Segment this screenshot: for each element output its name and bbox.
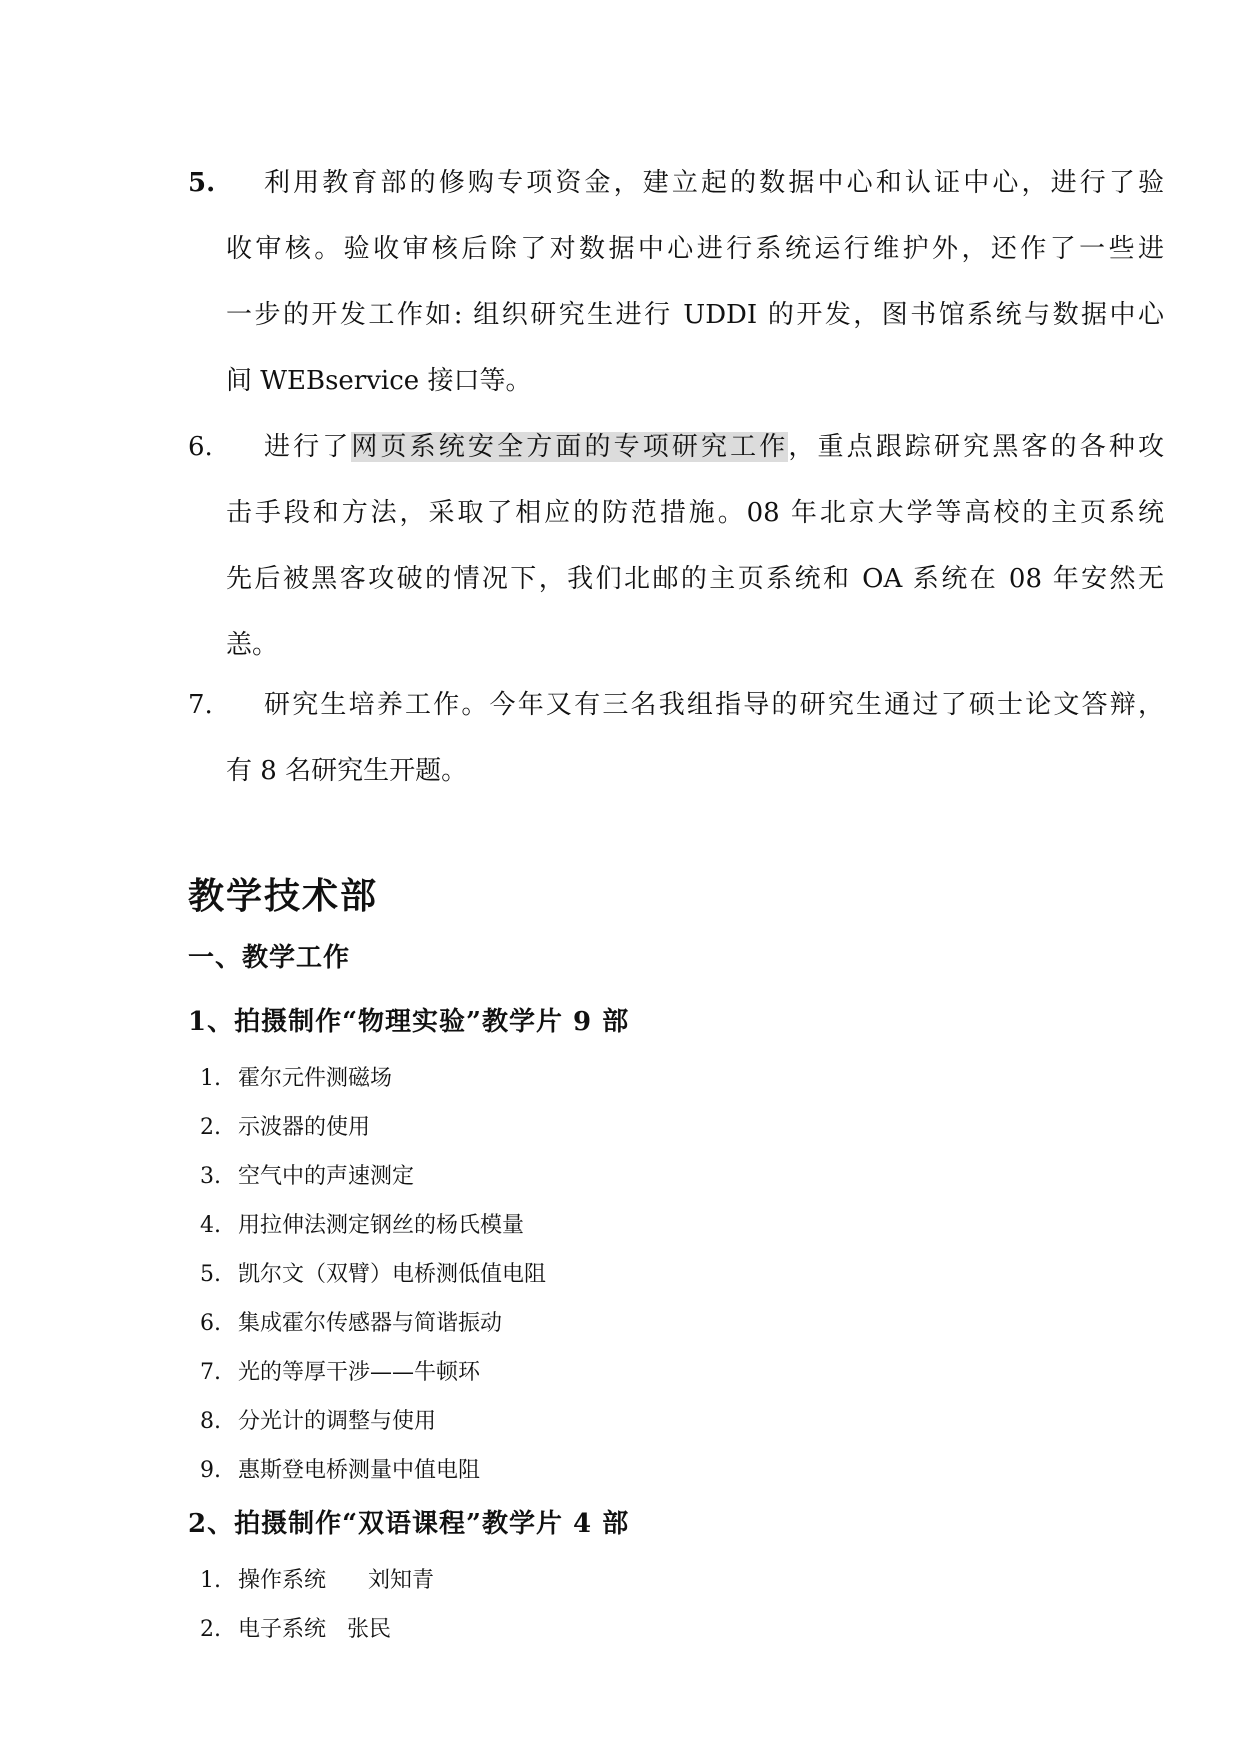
list-item: 4. 用拉伸法测定钢丝的杨氏模量 <box>200 1213 525 1238</box>
paragraph-number: 6. <box>188 432 213 462</box>
paragraph-line: 一步的开发工作如: 组织研究生进行 UDDI 的开发，图书馆系统与数据中心 <box>226 300 1164 330</box>
list-item: 6. 集成霍尔传感器与简谐振动 <box>200 1311 503 1336</box>
group-heading-physics: 1、拍摄制作“物理实验”教学片 9 部 <box>188 1007 630 1037</box>
highlighted-text: 网页系统安全方面的专项研究工作 <box>351 432 789 462</box>
list-item: 9. 惠斯登电桥测量中值电阻 <box>200 1458 481 1483</box>
group-heading-bilingual: 2、拍摄制作“双语课程”教学片 4 部 <box>188 1509 630 1539</box>
list-item: 1. 霍尔元件测磁场 <box>200 1066 393 1091</box>
paragraph-number: 5. <box>188 168 216 198</box>
paragraph-6 <box>0 414 1241 678</box>
paragraph-line: 利用教育部的修购专项资金，建立起的数据中心和认证中心，进行了验 <box>264 168 1164 198</box>
section-subtitle: 一、教学工作 <box>188 943 351 973</box>
list-item: 5. 凯尔文（双臂）电桥测低值电阻 <box>200 1262 547 1287</box>
line-text: 进行了 <box>264 432 352 462</box>
line-text: ，重点跟踪研究黑客的各种攻 <box>788 432 1164 462</box>
paragraph-number: 7. <box>188 690 213 720</box>
paragraph-line: 研究生培养工作。今年又有三名我组指导的研究生通过了硕士论文答辩， <box>264 690 1164 720</box>
list-item: 3. 空气中的声速测定 <box>200 1164 415 1189</box>
paragraph-line: 先后被黑客攻破的情况下，我们北邮的主页系统和 OA 系统在 08 年安然无 <box>226 564 1164 594</box>
paragraph-line: 收审核。验收审核后除了对数据中心进行系统运行维护外，还作了一些进 <box>226 234 1164 264</box>
list-item: 7. 光的等厚干涉——牛顿环 <box>200 1360 481 1385</box>
list-item: 8. 分光计的调整与使用 <box>200 1409 437 1434</box>
paragraph-line: 间 WEBservice 接口等。 <box>226 366 532 396</box>
paragraph-5 <box>0 150 1241 414</box>
paragraph-line: 恙。 <box>226 630 279 660</box>
list-item: 1. 操作系统 刘知青 <box>200 1568 434 1593</box>
bilingual-film-list <box>200 1556 434 1654</box>
paragraph-line: 击手段和方法，采取了相应的防范措施。08 年北京大学等高校的主页系统 <box>226 498 1164 528</box>
section-title: 教学技术部 <box>188 875 379 917</box>
paragraph-7 <box>0 672 1241 804</box>
physics-film-list <box>200 1054 546 1495</box>
list-item: 2. 电子系统 张民 <box>200 1617 391 1642</box>
paragraph-line <box>264 414 1164 480</box>
paragraph-line: 有 8 名研究生开题。 <box>226 756 468 786</box>
list-item: 2. 示波器的使用 <box>200 1115 371 1140</box>
